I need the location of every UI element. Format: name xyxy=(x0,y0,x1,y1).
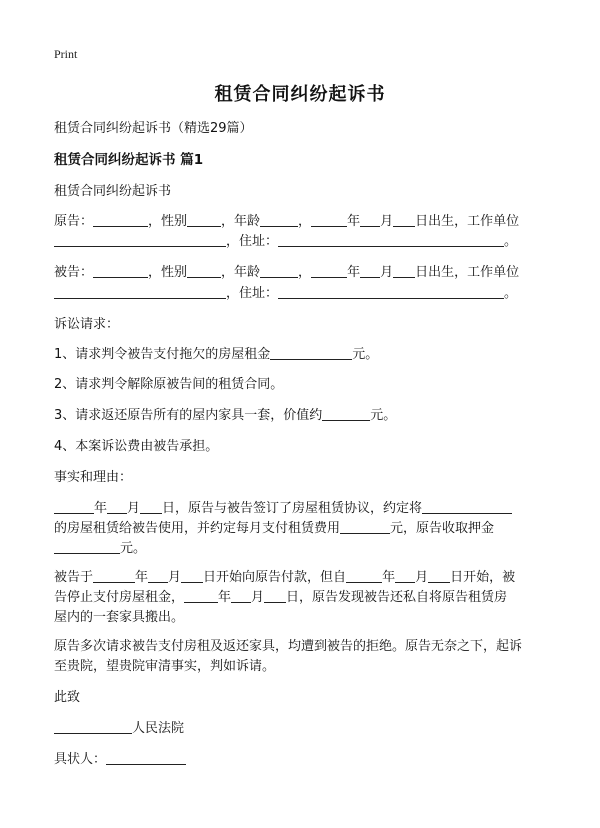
blank-field xyxy=(93,568,135,583)
month-label: 月 xyxy=(127,501,141,516)
plaintiff-line-1 xyxy=(54,211,550,232)
blank-field xyxy=(140,499,162,514)
claims-title: 诉讼请求： xyxy=(54,317,120,332)
month-label: 月 xyxy=(251,590,265,605)
month-label: 月 xyxy=(168,570,182,585)
blank-field xyxy=(422,499,512,514)
blank-field xyxy=(278,232,504,247)
year-label: 年 xyxy=(218,590,232,605)
birth-label: 日出生，工作单位 xyxy=(415,214,520,229)
blank-field xyxy=(107,499,127,514)
blank-field xyxy=(360,263,380,278)
defendant-line-2 xyxy=(54,283,550,304)
facts-2-text: 日，原告发现被告还私自将原告租赁房 xyxy=(286,590,508,605)
blank-field xyxy=(393,263,415,278)
claim-4: 4、本案诉讼费由被告承担。 xyxy=(54,439,219,454)
age-label: ，年龄 xyxy=(221,214,261,229)
blank-field xyxy=(428,568,450,583)
blank-field xyxy=(231,588,251,603)
gender-label: ，性别 xyxy=(148,214,188,229)
year-label: 年 xyxy=(135,570,149,585)
blank-field xyxy=(311,212,347,227)
court-line xyxy=(54,718,550,739)
facts-2-line-3: 屋内的一套家具搬出。 xyxy=(54,610,185,625)
blank-field xyxy=(54,539,120,554)
facts-title: 事实和理由： xyxy=(54,470,133,485)
section-title: 租赁合同纠纷起诉书 篇1 xyxy=(54,152,204,168)
month-label: 月 xyxy=(380,265,394,280)
address-label: ，住址： xyxy=(226,286,279,301)
signer-line xyxy=(54,749,550,770)
claim-2: 2、请求判令解除原被告间的租赁合同。 xyxy=(54,377,284,392)
year-label: 年 xyxy=(347,214,361,229)
comma: ， xyxy=(298,265,312,280)
blank-field xyxy=(148,568,168,583)
document-subtitle: 租赁合同纠纷起诉书（精选29篇） xyxy=(54,121,253,136)
birth-label: 日出生，工作单位 xyxy=(415,265,520,280)
plaintiff-line-2 xyxy=(54,231,550,252)
blank-field xyxy=(264,588,286,603)
blank-field xyxy=(181,568,203,583)
facts-3-line-2: 至贵院，望贵院审清事实，判如诉请。 xyxy=(54,659,276,674)
facts-1-line-1 xyxy=(54,498,550,519)
blank-field xyxy=(93,212,148,227)
facts-2-line-2 xyxy=(54,587,550,608)
period: 。 xyxy=(504,286,518,301)
blank-field xyxy=(106,750,186,765)
document-heading: 租赁合同纠纷起诉书 xyxy=(54,184,172,199)
claim-1-text: 1、请求判令被告支付拖欠的房屋租金 xyxy=(54,347,271,362)
facts-2-text: 日开始，被 xyxy=(450,570,516,585)
blank-field xyxy=(270,345,352,360)
month-label: 月 xyxy=(380,214,394,229)
gender-label: ，性别 xyxy=(148,265,188,280)
facts-1-line-2 xyxy=(54,518,550,539)
facts-2-text: 日开始向原告付款，但自 xyxy=(203,570,347,585)
blank-field xyxy=(393,212,415,227)
blank-field xyxy=(311,263,347,278)
facts-2-line-1 xyxy=(54,567,550,588)
print-label: Print xyxy=(54,47,78,61)
year-label: 年 xyxy=(347,265,361,280)
blank-field xyxy=(260,263,298,278)
plaintiff-label: 原告： xyxy=(54,214,94,229)
closing-text: 此致 xyxy=(54,690,81,705)
period: 。 xyxy=(504,234,518,249)
defendant-label: 被告： xyxy=(54,265,94,280)
court-label: 人民法院 xyxy=(132,721,185,736)
blank-field xyxy=(54,284,226,299)
document-title: 租赁合同纠纷起诉书 xyxy=(214,84,386,105)
blank-field xyxy=(54,499,94,514)
facts-1-text: 的房屋租赁给被告使用，并约定每月支付租赁费用 xyxy=(54,521,341,536)
signer-label: 具状人： xyxy=(54,752,107,767)
blank-field xyxy=(360,212,380,227)
blank-field xyxy=(278,284,504,299)
claim-3 xyxy=(54,405,550,426)
comma: ， xyxy=(298,214,312,229)
blank-field xyxy=(346,568,382,583)
facts-1-text: 日，原告与被告签订了房屋租赁协议，约定将 xyxy=(162,501,423,516)
address-label: ，住址： xyxy=(226,234,279,249)
blank-field xyxy=(187,212,221,227)
defendant-line-1 xyxy=(54,262,550,283)
blank-field xyxy=(322,406,370,421)
facts-3-line-1: 原告多次请求被告支付房租及返还家具，均遭到被告的拒绝。原告无奈之下，起诉 xyxy=(54,639,523,654)
blank-field xyxy=(54,719,132,734)
month-label: 月 xyxy=(415,570,429,585)
facts-2-text: 告停止支付房屋租金， xyxy=(54,590,185,605)
age-label: ，年龄 xyxy=(221,265,261,280)
facts-2-text: 被告于 xyxy=(54,570,94,585)
facts-1-text: 元，原告收取押金 xyxy=(390,521,495,536)
blank-field xyxy=(187,263,221,278)
blank-field xyxy=(340,519,390,534)
blank-field xyxy=(93,263,148,278)
year-label: 年 xyxy=(382,570,396,585)
facts-1-text: 元。 xyxy=(120,541,147,556)
blank-field xyxy=(260,212,298,227)
claim-3-text: 3、请求返还原告所有的屋内家具一套，价值约 xyxy=(54,408,323,423)
year-label: 年 xyxy=(94,501,108,516)
blank-field xyxy=(54,232,226,247)
claim-3-unit: 元。 xyxy=(370,408,397,423)
claim-1 xyxy=(54,344,550,365)
claim-1-unit: 元。 xyxy=(352,347,379,362)
facts-1-line-3 xyxy=(54,538,550,559)
blank-field xyxy=(395,568,415,583)
blank-field xyxy=(184,588,218,603)
